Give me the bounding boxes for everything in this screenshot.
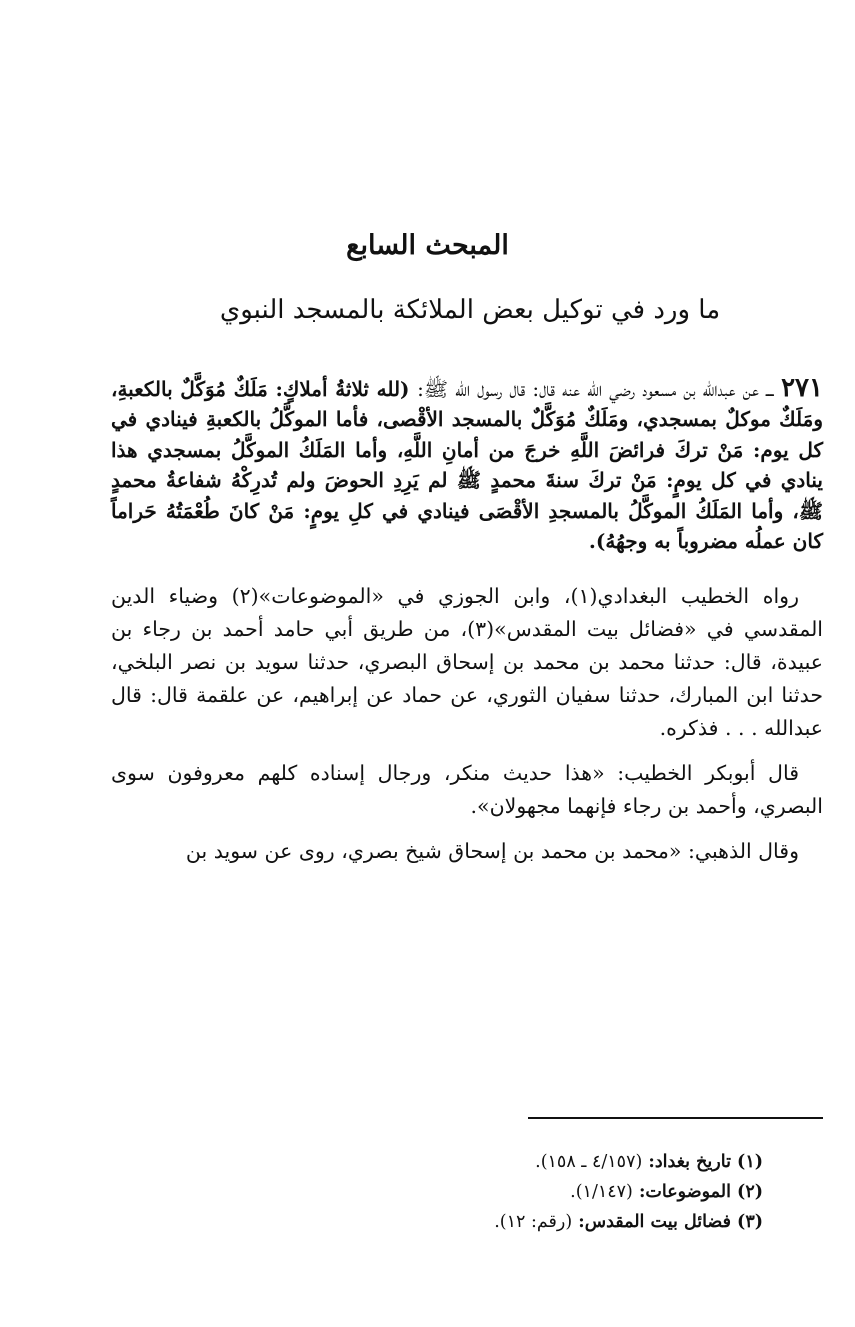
footnote-label: (٣) فضائل بيت المقدس: xyxy=(578,1212,763,1232)
section-subtitle: ما ورد في توكيل بعض الملائكة بالمسجد النبوي xyxy=(219,295,721,325)
paragraph-khatib: قال أبوبكر الخطيب: «هذا حديث منكر، ورجال إسناده كلهم معروفون سوى البصري، وأحمد بن رجاء فإنهما مجهولان». xyxy=(111,761,823,819)
section-title: المبحث السابع xyxy=(346,230,509,261)
paragraph-dhahabi: وقال الذهبي: «محمد بن محمد بن إسحاق شيخ بصري، روى عن سويد بن xyxy=(185,839,799,864)
footnote-value: (رقم: ١٢). xyxy=(494,1212,573,1232)
footnote-2 xyxy=(363,1177,763,1207)
footnote-1 xyxy=(363,1147,763,1177)
hadith-block xyxy=(111,373,823,556)
footnote-3 xyxy=(363,1207,763,1237)
hadith-number: ٢٧١ xyxy=(781,373,823,403)
hadith-text: (لله ثلاثةُ أملاكٍ: مَلَكٌ مُوَكَّلٌ بالكعبةِ، ومَلَكٌ موكلٌ بمسجدي، ومَلَكٌ مُوَكَّلٌ بالمسجد الأقْصى، فأما الموكَّلُ بالكعبةِ فينادي في كل يوم: مَنْ تركَ فرائضَ اللَّهِ خرجَ من أمانِ اللَّهِ، وأما المَلَكُ الموكَّلُ بمسجدي هذا ينادي في كل يومٍ: مَنْ تركَ سنةَ محمدٍ ﷺ لم يَرِدِ الحوضَ ولم تُدرِكْهُ شفاعةُ محمدٍ ﷺ، وأما المَلَكُ الموكَّلُ بالمسجدِ الأقْصَى فينادي في كلِ يومٍ: مَنْ كانَ طُعْمَتُهُ حَراماً كان عملُه مضروباً به وجهُهُ). xyxy=(111,377,823,554)
body-text xyxy=(111,373,823,880)
footnotes xyxy=(363,1147,763,1237)
footnote-value: (٤/١٥٧ ـ ١٥٨). xyxy=(535,1152,643,1172)
footnote-label: (٢) الموضوعات: xyxy=(638,1182,763,1202)
footnote-divider xyxy=(528,1117,823,1119)
paragraph-narration: رواه الخطيب البغدادي(١)، وابن الجوزي في «الموضوعات»(٢) وضياء الدين المقدسي في «فضائل بيت المقدس»(٣)، من طريق أبي حامد أحمد بن رجاء بن عبيدة، قال: حدثنا محمد بن محمد بن إسحاق البصري، حدثنا سويد بن نصر البلخي، حدثنا ابن المبارك، حدثنا سفيان الثوري، عن حماد عن إبراهيم، عن علقمة قال: قال عبدالله . . . فذكره. xyxy=(111,584,824,741)
hadith-intro: ـــ عن عبدالله بن مسعود رضي الله عنه قال: قال رسول الله ﷺ: xyxy=(417,377,774,401)
footnote-value: (١/١٤٧). xyxy=(570,1182,633,1202)
footnote-label: (١) تاريخ بغداد: xyxy=(648,1152,763,1172)
